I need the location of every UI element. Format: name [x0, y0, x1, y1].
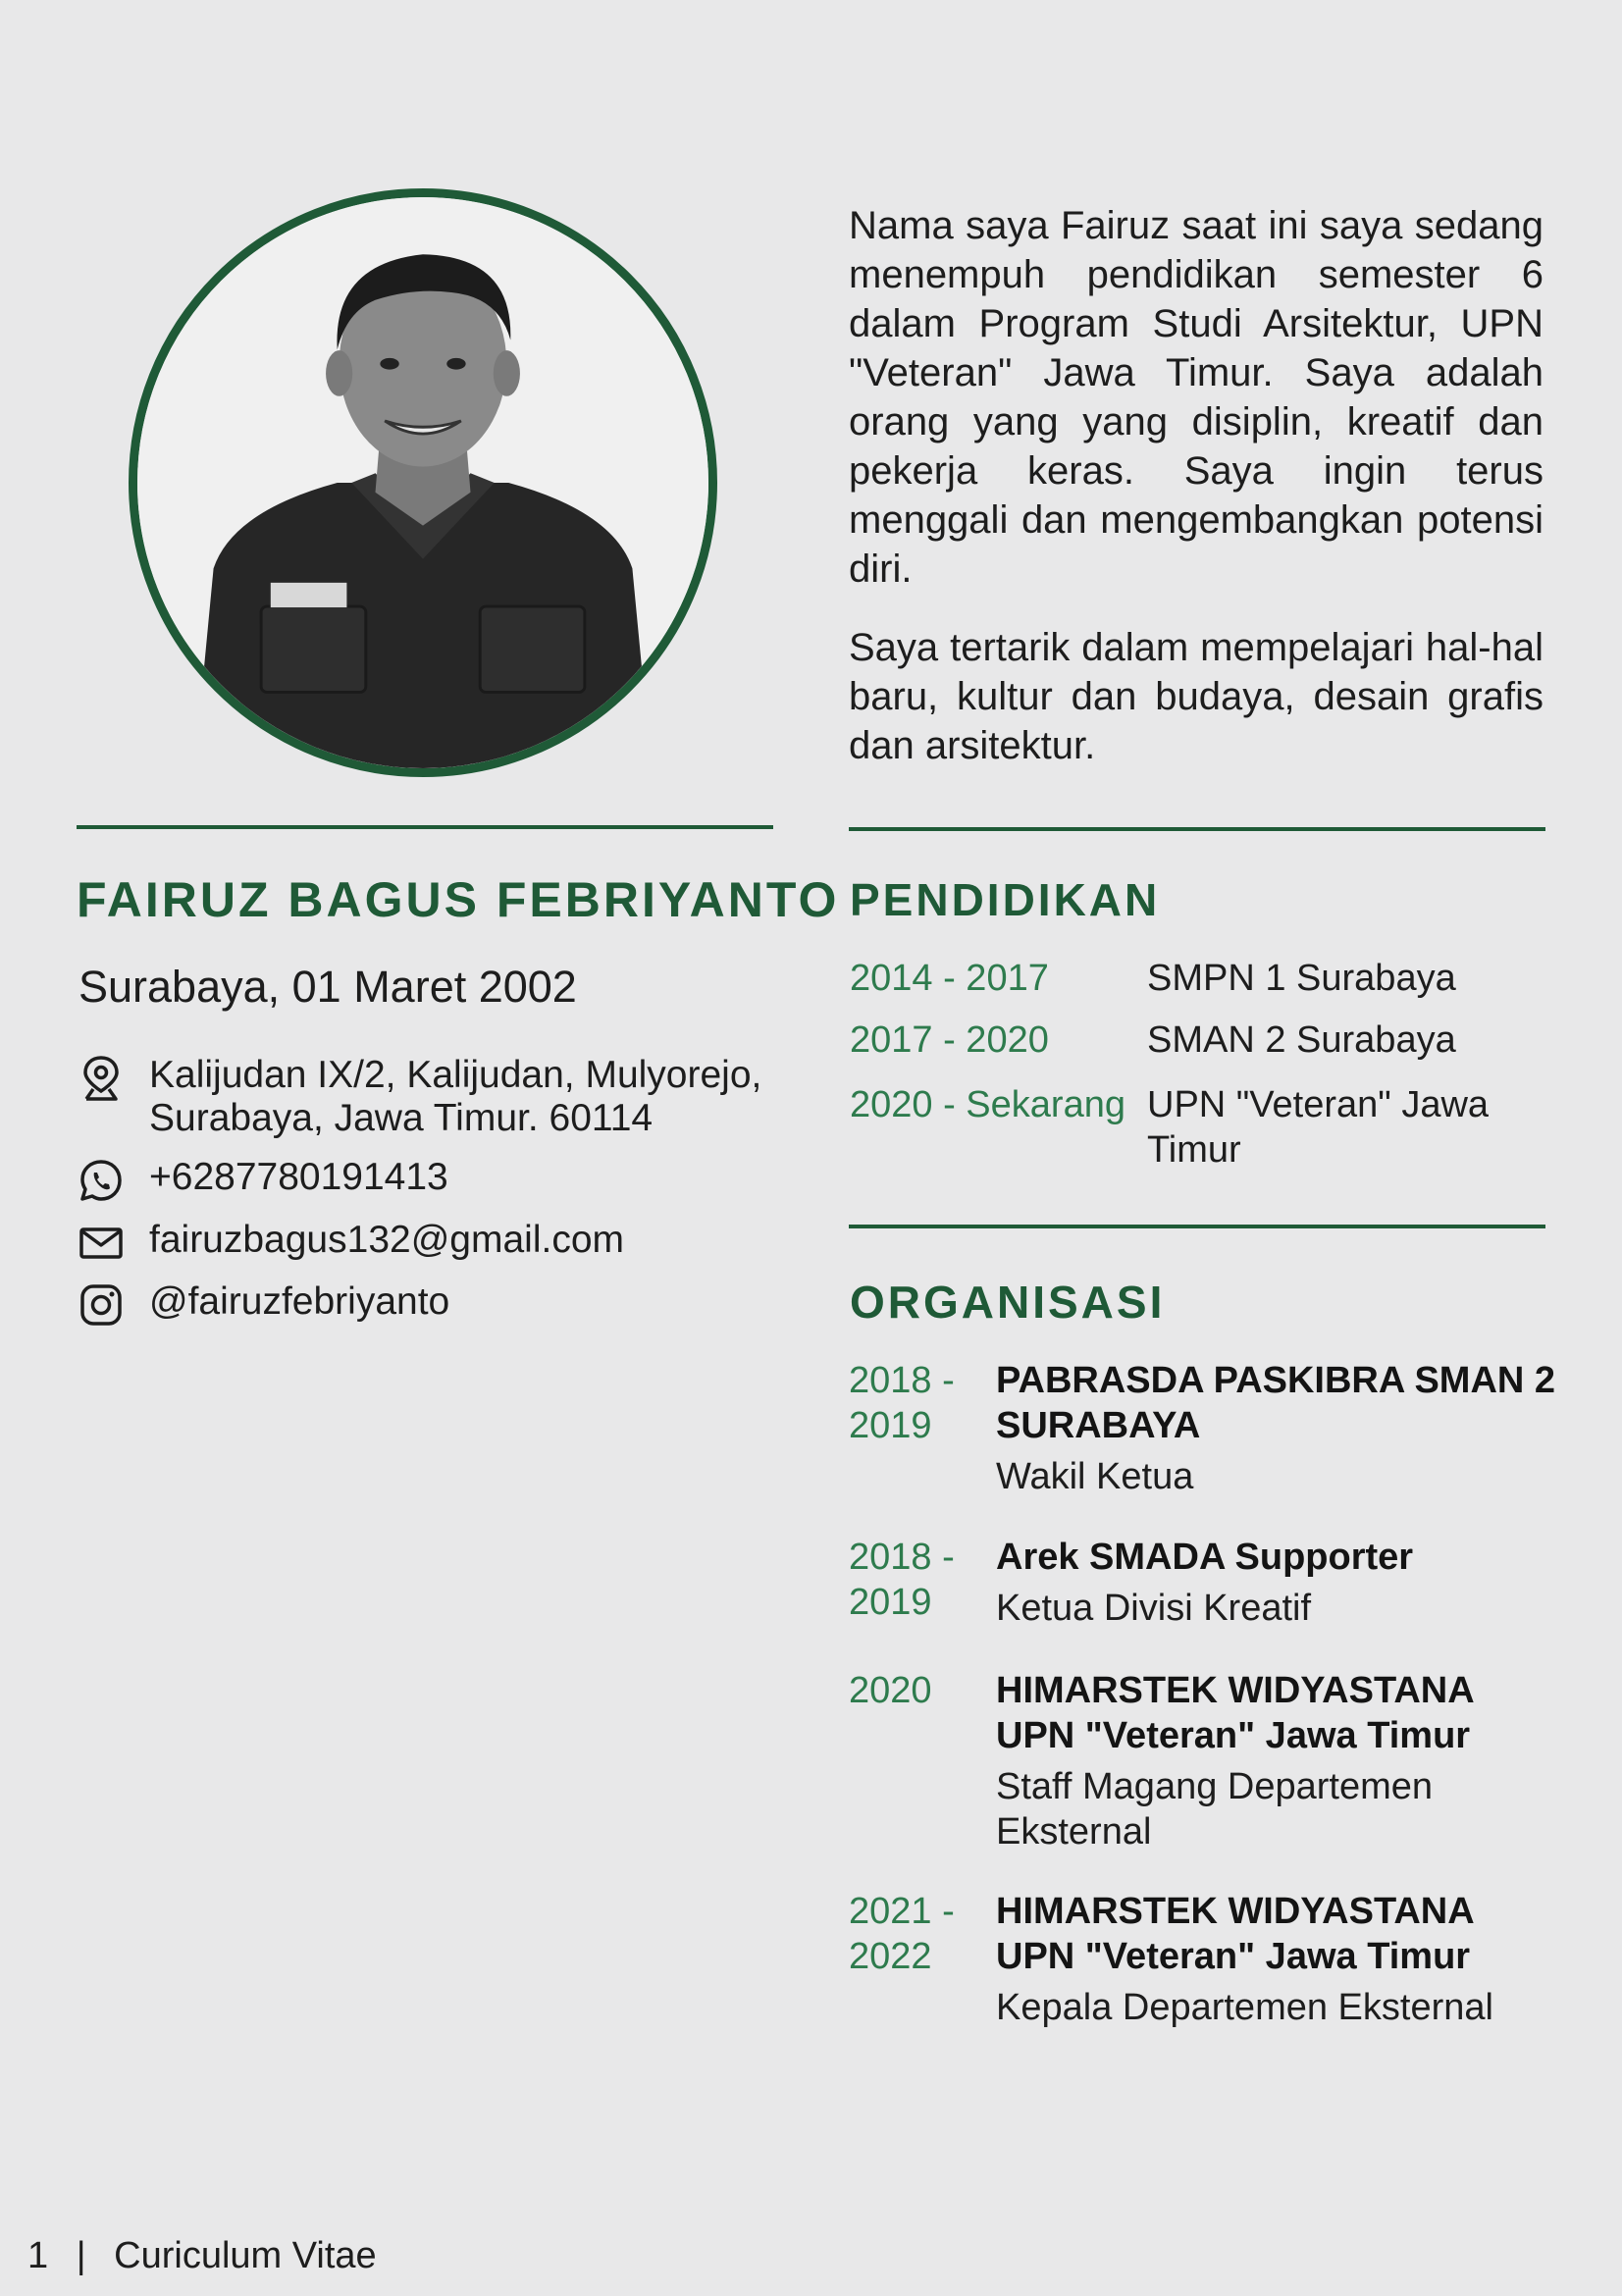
left-divider — [77, 825, 773, 829]
education-years: 2017 - 2020 — [850, 1019, 1049, 1061]
organization-title: Arek SMADA Supporter — [996, 1537, 1414, 1578]
footer-separator: | — [76, 2235, 86, 2276]
education-institution: SMAN 2 Surabaya — [1147, 1019, 1456, 1061]
organization-title: PABRASDA PASKIBRA SMAN 2 SURABAYA — [996, 1360, 1556, 1446]
organization-item — [849, 1535, 1622, 1631]
education-years: 2020 - Sekarang — [850, 1084, 1125, 1125]
organization-item — [849, 1668, 1622, 1854]
phone-number: +6287780191413 — [149, 1156, 448, 1198]
mail-icon — [77, 1219, 126, 1268]
page-footer — [27, 2235, 377, 2277]
contact-email — [77, 1219, 624, 1268]
education-institution: SMPN 1 Surabaya — [1147, 958, 1456, 999]
education-heading: PENDIDIKAN — [850, 874, 1161, 925]
full-name: FAIRUZ BAGUS FEBRIYANTO — [77, 872, 840, 927]
organization-role: Kepala Departemen Eksternal — [996, 1987, 1493, 2028]
contact-address — [77, 1054, 777, 1140]
organization-item — [849, 1889, 1622, 2030]
instagram-icon — [77, 1280, 126, 1330]
right-divider-top — [849, 827, 1545, 831]
organization-role: Ketua Divisi Kreatif — [996, 1588, 1312, 1629]
organization-item — [849, 1358, 1622, 1499]
organization-years: 2018 - 2019 — [849, 1537, 955, 1623]
about-paragraph-1: Nama saya Fairuz saat ini saya sedang menempuh pendidikan semester 6 dalam Program Studi Arsitektur, UPN "Veteran" Jawa Timur. Saya adalah orang yang yang disiplin, kreatif dan pekerja keras. Saya ingin terus menggali dan mengembangkan potensi diri. — [849, 204, 1544, 591]
organization-role: Wakil Ketua — [996, 1456, 1194, 1497]
instagram-handle[interactable]: @fairuzfebriyanto — [149, 1280, 450, 1323]
page-number: 1 — [27, 2235, 49, 2276]
address-text: Kalijudan IX/2, Kalijudan, Mulyorejo, Surabaya, Jawa Timur. 60114 — [149, 1054, 762, 1139]
organization-title: HIMARSTEK WIDYASTANA UPN "Veteran" Jawa Timur — [996, 1670, 1474, 1756]
location-pin-icon — [77, 1054, 126, 1103]
right-divider-middle — [849, 1225, 1545, 1228]
education-institution: UPN "Veteran" Jawa Timur — [1147, 1084, 1490, 1171]
organization-heading: ORGANISASI — [850, 1277, 1166, 1328]
contact-phone — [77, 1156, 448, 1205]
organization-years: 2021 - 2022 — [849, 1891, 955, 1977]
birth-place-date: Surabaya, 01 Maret 2002 — [78, 962, 577, 1012]
profile-photo-illustration — [137, 197, 708, 768]
organization-years: 2018 - 2019 — [849, 1360, 955, 1446]
email-address[interactable]: fairuzbagus132@gmail.com — [149, 1219, 624, 1261]
education-item — [850, 1018, 1540, 1063]
organization-role: Staff Magang Departemen Eksternal — [996, 1766, 1434, 1852]
education-item — [850, 956, 1540, 1001]
education-years: 2014 - 2017 — [850, 958, 1049, 999]
whatsapp-icon — [77, 1156, 126, 1205]
about-paragraph-2: Saya tertarik dalam mempelajari hal-hal baru, kultur dan budaya, desain grafis dan arsitektur. — [849, 626, 1544, 767]
education-item — [850, 1082, 1510, 1173]
footer-label: Curiculum Vitae — [114, 2235, 377, 2276]
about-section — [849, 201, 1544, 770]
profile-photo — [129, 188, 717, 777]
contact-instagram — [77, 1280, 449, 1330]
organization-years: 2020 — [849, 1670, 932, 1711]
organization-title: HIMARSTEK WIDYASTANA UPN "Veteran" Jawa Timur — [996, 1891, 1474, 1977]
